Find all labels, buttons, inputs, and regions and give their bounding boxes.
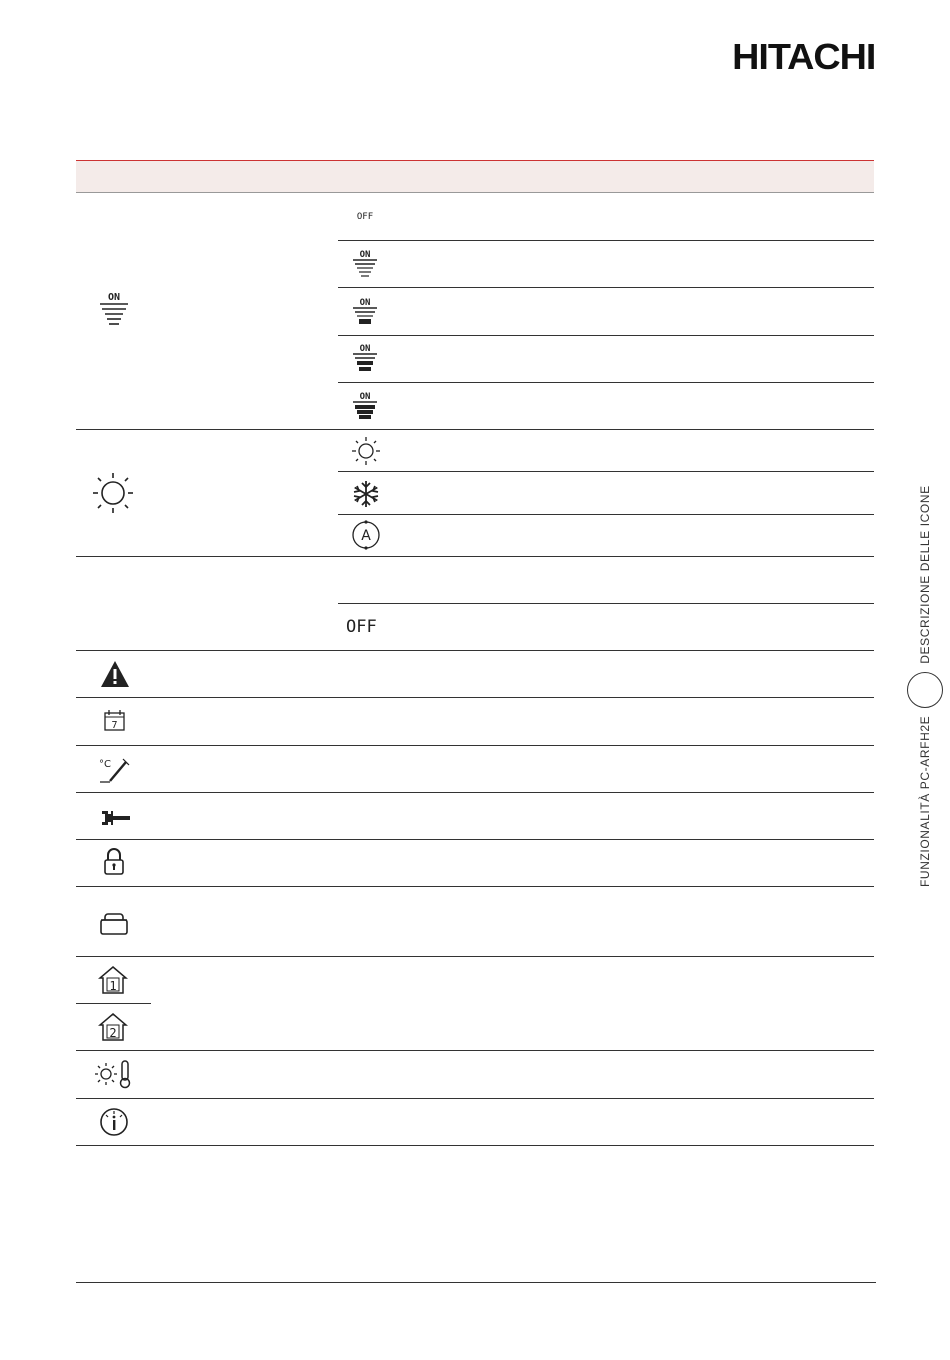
svg-text:OFF: OFF [356, 212, 374, 222]
heat-mode-icon [90, 470, 136, 516]
warning-icon [98, 658, 132, 690]
wrench-icon [98, 805, 132, 831]
heat-mode-icon [350, 435, 382, 467]
cool-mode-icon [350, 478, 382, 510]
side-tab-section: DESCRIZIONE DELLE ICONE [918, 485, 932, 664]
fan-speed-4-icon [350, 390, 380, 422]
side-tab-model: FUNZIONALITÀ PC-ARFH2E [918, 715, 932, 887]
fan-speed-3-icon [350, 342, 380, 374]
fan-speed-1-icon [350, 248, 380, 280]
fan-off-icon [350, 206, 380, 224]
svg-text:7: 7 [111, 720, 118, 731]
calendar-timer-icon [100, 707, 128, 735]
open-lock-icon [98, 908, 130, 938]
temperature-setting-icon [96, 754, 132, 786]
side-tab-circle [907, 672, 943, 708]
off-label: OFF [346, 617, 377, 637]
auto-mode-icon [350, 519, 382, 551]
zone-2-house-icon [98, 1012, 128, 1042]
outdoor-temperature-icon [94, 1058, 134, 1090]
fan-on-text: ON [107, 292, 121, 303]
svg-text:°C: °C [99, 759, 111, 770]
svg-text:ON: ON [359, 250, 371, 260]
svg-text:ON: ON [359, 344, 371, 354]
footer-rule [76, 1282, 876, 1283]
info-gauge-icon [98, 1106, 130, 1138]
svg-text:ON: ON [359, 298, 371, 308]
fan-speed-icon [94, 290, 134, 332]
svg-text:A: A [361, 528, 371, 544]
side-tab [915, 467, 935, 887]
svg-text:1: 1 [109, 979, 117, 993]
hitachi-logo: HITACHI [731, 36, 875, 77]
lock-icon [100, 846, 128, 878]
svg-text:2: 2 [109, 1026, 117, 1040]
svg-text:ON: ON [359, 392, 371, 402]
fan-speed-2-icon [350, 296, 380, 328]
table-header [76, 160, 874, 193]
zone-1-house-icon [98, 965, 128, 995]
